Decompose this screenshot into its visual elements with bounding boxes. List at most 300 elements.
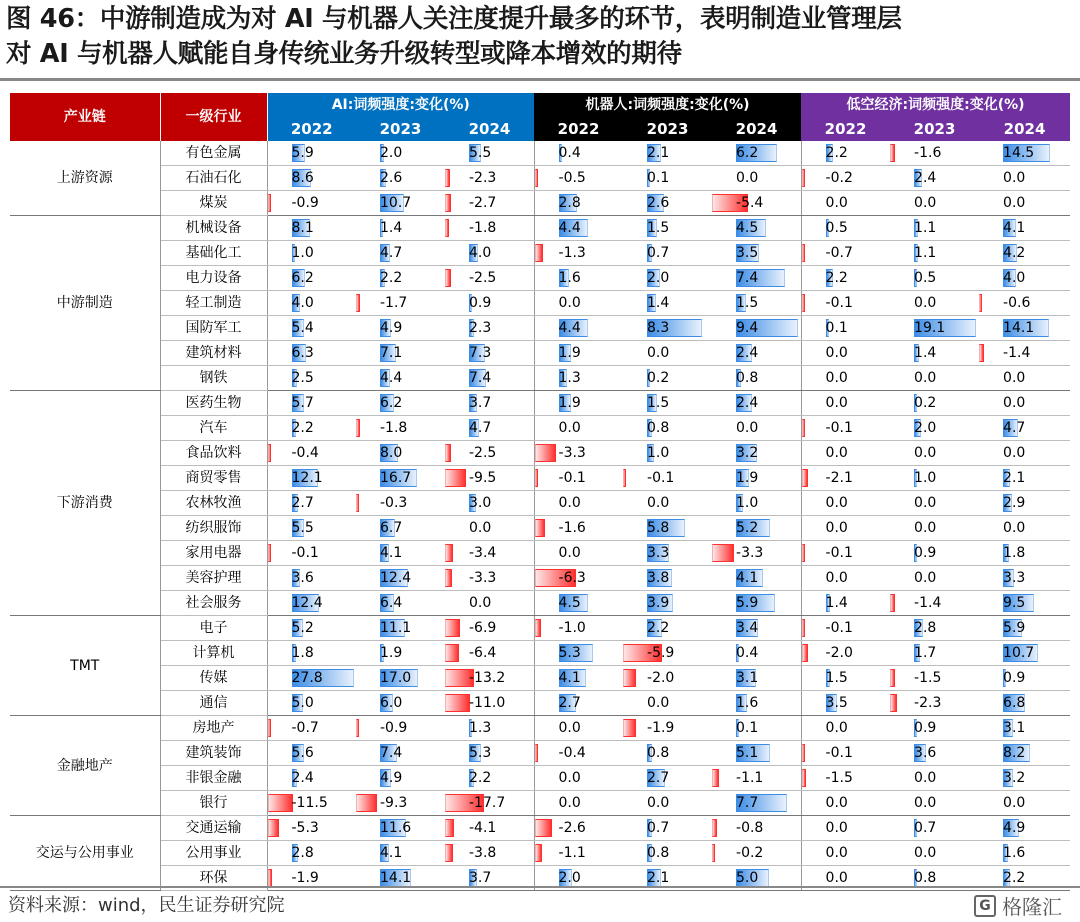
value-cell xyxy=(623,391,712,416)
value-cell xyxy=(979,816,1070,841)
industry-cell: 煤炭 xyxy=(160,191,267,216)
industry-cell: 银行 xyxy=(160,791,267,816)
value-cell xyxy=(267,541,356,566)
industry-cell: 公用事业 xyxy=(160,841,267,866)
value-text: 2.7 xyxy=(647,770,670,787)
source-note: 资料来源：wind，民生证券研究院 xyxy=(8,895,285,916)
value-text: 2.2 xyxy=(469,770,492,787)
value-text: 2.7 xyxy=(291,495,314,512)
value-text: 27.8 xyxy=(291,670,323,687)
value-text: 3.6 xyxy=(291,570,314,587)
value-text: 4.5 xyxy=(736,220,759,237)
value-text: -11.0 xyxy=(469,695,506,712)
value-text: 0.0 xyxy=(825,520,848,537)
value-text: -6.4 xyxy=(469,645,497,662)
value-text: -0.2 xyxy=(736,845,764,862)
value-cell xyxy=(267,166,356,191)
value-cell xyxy=(356,416,445,441)
value-cell xyxy=(979,416,1070,441)
value-text: 2.0 xyxy=(647,270,670,287)
value-text: -1.9 xyxy=(291,870,319,887)
value-cell xyxy=(890,441,979,466)
industry-cell: 建筑装饰 xyxy=(160,741,267,766)
value-cell xyxy=(445,316,534,341)
value-text: 5.3 xyxy=(469,745,492,762)
value-text: 0.0 xyxy=(558,495,581,512)
value-text: 1.0 xyxy=(291,245,314,262)
value-cell xyxy=(267,691,356,716)
value-cell xyxy=(356,441,445,466)
value-cell xyxy=(445,866,534,891)
value-text: 0.0 xyxy=(647,695,670,712)
value-cell xyxy=(445,691,534,716)
value-cell xyxy=(712,441,801,466)
value-cell xyxy=(534,391,623,416)
value-cell xyxy=(890,541,979,566)
value-text: 5.3 xyxy=(558,645,581,662)
value-cell xyxy=(712,766,801,791)
table-row xyxy=(10,566,1070,591)
value-text: 5.5 xyxy=(469,145,492,162)
value-cell xyxy=(445,541,534,566)
value-text: -3.3 xyxy=(736,545,764,562)
value-text: -2.0 xyxy=(825,645,853,662)
value-cell xyxy=(712,741,801,766)
value-cell xyxy=(623,716,712,741)
value-cell xyxy=(534,866,623,891)
industry-cell: 社会服务 xyxy=(160,591,267,616)
value-cell xyxy=(979,391,1070,416)
value-cell xyxy=(356,816,445,841)
value-cell xyxy=(267,741,356,766)
value-cell xyxy=(801,816,890,841)
value-text: 0.0 xyxy=(1003,395,1026,412)
value-text: 3.4 xyxy=(736,620,759,637)
value-text: 2.6 xyxy=(647,195,670,212)
value-cell xyxy=(712,666,801,691)
value-text: -0.9 xyxy=(291,195,319,212)
value-text: -3.3 xyxy=(558,445,586,462)
value-cell xyxy=(712,216,801,241)
value-text: 0.9 xyxy=(914,545,937,562)
industry-cell: 医药生物 xyxy=(160,391,267,416)
value-text: 0.0 xyxy=(914,195,937,212)
value-cell xyxy=(445,266,534,291)
value-text: -1.4 xyxy=(914,595,942,612)
value-cell xyxy=(801,766,890,791)
value-cell xyxy=(979,741,1070,766)
value-cell xyxy=(979,616,1070,641)
value-text: 6.3 xyxy=(291,345,314,362)
value-cell xyxy=(267,466,356,491)
value-cell xyxy=(623,816,712,841)
value-text: 0.1 xyxy=(825,320,848,337)
value-text: 0.8 xyxy=(914,870,937,887)
value-text: 0.0 xyxy=(825,395,848,412)
value-text: 9.4 xyxy=(736,320,759,337)
header-robot: 机器人:词频强度:变化(%) xyxy=(534,93,801,117)
header-industry: 一级行业 xyxy=(160,93,267,141)
value-cell xyxy=(267,816,356,841)
value-cell xyxy=(712,266,801,291)
value-text: 0.0 xyxy=(647,795,670,812)
value-text: 3.7 xyxy=(469,870,492,887)
value-cell xyxy=(623,541,712,566)
value-text: 0.0 xyxy=(825,370,848,387)
value-text: 1.1 xyxy=(914,245,937,262)
value-text: 5.9 xyxy=(1003,620,1026,637)
value-text: -0.1 xyxy=(647,470,675,487)
value-text: 8.3 xyxy=(647,320,670,337)
value-text: -13.2 xyxy=(469,670,506,687)
value-cell xyxy=(890,241,979,266)
value-text: 0.2 xyxy=(914,395,937,412)
value-text: 0.0 xyxy=(647,345,670,362)
value-text: 3.1 xyxy=(736,670,759,687)
value-cell xyxy=(712,241,801,266)
value-text: 1.8 xyxy=(291,645,314,662)
table-row xyxy=(10,366,1070,391)
value-cell xyxy=(979,141,1070,166)
value-cell xyxy=(445,341,534,366)
value-cell xyxy=(267,291,356,316)
value-cell xyxy=(712,791,801,816)
value-cell xyxy=(801,516,890,541)
value-text: 8.6 xyxy=(291,170,314,187)
value-text: 7.7 xyxy=(736,795,759,812)
value-text: 7.3 xyxy=(469,345,492,362)
value-text: 6.2 xyxy=(291,270,314,287)
value-cell xyxy=(534,241,623,266)
year-ai-2023: 2023 xyxy=(356,117,445,141)
value-text: 0.0 xyxy=(825,345,848,362)
value-text: -11.5 xyxy=(291,795,328,812)
value-cell xyxy=(356,616,445,641)
value-cell xyxy=(712,691,801,716)
value-cell xyxy=(534,766,623,791)
value-cell xyxy=(623,141,712,166)
value-cell xyxy=(890,816,979,841)
value-text: 0.4 xyxy=(558,145,581,162)
value-cell xyxy=(979,341,1070,366)
value-text: -0.1 xyxy=(825,420,853,437)
value-text: -0.4 xyxy=(291,445,319,462)
industry-cell: 传媒 xyxy=(160,666,267,691)
value-cell xyxy=(623,291,712,316)
value-text: 6.8 xyxy=(1003,695,1026,712)
value-text: 4.1 xyxy=(736,570,759,587)
value-text: 4.0 xyxy=(291,295,314,312)
industry-cell: 国防军工 xyxy=(160,316,267,341)
value-text: 1.1 xyxy=(914,220,937,237)
value-text: 0.8 xyxy=(736,370,759,387)
value-text: -1.5 xyxy=(825,770,853,787)
value-text: -3.3 xyxy=(469,570,497,587)
value-cell xyxy=(534,491,623,516)
value-cell xyxy=(712,141,801,166)
value-cell xyxy=(801,266,890,291)
value-cell xyxy=(712,566,801,591)
value-text: 0.1 xyxy=(736,720,759,737)
value-cell xyxy=(979,241,1070,266)
value-text: 0.0 xyxy=(825,445,848,462)
value-text: 0.0 xyxy=(558,720,581,737)
value-cell xyxy=(445,816,534,841)
year-low-altitude-2022: 2022 xyxy=(801,117,890,141)
value-text: 4.2 xyxy=(1003,245,1026,262)
value-cell xyxy=(267,591,356,616)
value-cell xyxy=(890,616,979,641)
table-row xyxy=(10,291,1070,316)
value-cell xyxy=(534,566,623,591)
value-cell xyxy=(534,266,623,291)
value-cell xyxy=(534,841,623,866)
value-cell xyxy=(890,691,979,716)
value-text: 5.2 xyxy=(736,520,759,537)
value-text: 3.6 xyxy=(914,745,937,762)
value-cell xyxy=(979,491,1070,516)
value-text: 0.7 xyxy=(647,245,670,262)
value-text: 3.5 xyxy=(736,245,759,262)
value-text: 2.1 xyxy=(1003,470,1026,487)
industry-cell: 非银金融 xyxy=(160,766,267,791)
value-cell xyxy=(979,591,1070,616)
chain-cell: TMT xyxy=(10,616,160,716)
value-text: 11.6 xyxy=(380,820,412,837)
value-cell xyxy=(267,841,356,866)
value-text: -0.8 xyxy=(736,820,764,837)
value-cell xyxy=(445,841,534,866)
value-cell xyxy=(267,791,356,816)
value-cell xyxy=(979,191,1070,216)
value-cell xyxy=(534,441,623,466)
value-text: -6.3 xyxy=(558,570,586,587)
value-cell xyxy=(890,666,979,691)
value-cell xyxy=(356,566,445,591)
value-text: 4.7 xyxy=(469,420,492,437)
value-text: 0.7 xyxy=(914,820,937,837)
chain-cell: 金融地产 xyxy=(10,716,160,816)
value-cell xyxy=(356,666,445,691)
value-text: 3.7 xyxy=(469,395,492,412)
value-cell xyxy=(801,441,890,466)
value-cell xyxy=(623,516,712,541)
value-text: 6.7 xyxy=(380,520,403,537)
table-row xyxy=(10,741,1070,766)
value-text: 0.4 xyxy=(736,645,759,662)
value-text: 2.6 xyxy=(380,170,403,187)
value-text: 1.7 xyxy=(914,645,937,662)
value-text: 1.3 xyxy=(469,720,492,737)
value-cell xyxy=(445,441,534,466)
value-cell xyxy=(356,491,445,516)
value-text: 4.9 xyxy=(1003,820,1026,837)
value-cell xyxy=(801,166,890,191)
industry-cell: 石油石化 xyxy=(160,166,267,191)
value-cell xyxy=(356,391,445,416)
chain-cell: 交运与公用事业 xyxy=(10,816,160,891)
value-text: 0.0 xyxy=(914,295,937,312)
industry-cell: 电子 xyxy=(160,616,267,641)
value-cell xyxy=(356,216,445,241)
value-text: 0.2 xyxy=(647,370,670,387)
value-cell xyxy=(801,566,890,591)
value-cell xyxy=(623,466,712,491)
value-cell xyxy=(890,341,979,366)
value-text: 5.4 xyxy=(291,320,314,337)
value-text: 3.0 xyxy=(469,495,492,512)
table-row xyxy=(10,791,1070,816)
value-cell xyxy=(445,766,534,791)
value-cell xyxy=(623,591,712,616)
table-row xyxy=(10,391,1070,416)
industry-cell: 房地产 xyxy=(160,716,267,741)
value-cell xyxy=(712,366,801,391)
value-text: 0.9 xyxy=(469,295,492,312)
industry-cell: 家用电器 xyxy=(160,541,267,566)
value-cell xyxy=(445,241,534,266)
value-text: -1.1 xyxy=(736,770,764,787)
value-text: 0.0 xyxy=(914,370,937,387)
value-text: -2.3 xyxy=(469,170,497,187)
value-cell xyxy=(979,366,1070,391)
value-text: -5.4 xyxy=(736,195,764,212)
value-cell xyxy=(890,416,979,441)
value-cell xyxy=(356,866,445,891)
value-cell xyxy=(801,716,890,741)
industry-cell: 计算机 xyxy=(160,641,267,666)
industry-cell: 美容护理 xyxy=(160,566,267,591)
value-cell xyxy=(712,591,801,616)
value-text: 0.0 xyxy=(558,295,581,312)
value-cell xyxy=(445,366,534,391)
value-text: 2.2 xyxy=(825,145,848,162)
value-cell xyxy=(623,166,712,191)
value-cell xyxy=(979,766,1070,791)
value-text: 1.4 xyxy=(647,295,670,312)
value-cell xyxy=(267,866,356,891)
value-cell xyxy=(801,291,890,316)
value-text: 12.4 xyxy=(380,570,412,587)
value-cell xyxy=(356,266,445,291)
value-text: 0.5 xyxy=(914,270,937,287)
value-cell xyxy=(534,366,623,391)
value-text: 0.0 xyxy=(558,420,581,437)
table-row xyxy=(10,716,1070,741)
value-text: -0.1 xyxy=(825,545,853,562)
value-cell xyxy=(979,566,1070,591)
value-cell xyxy=(356,366,445,391)
value-cell xyxy=(356,841,445,866)
value-cell xyxy=(445,416,534,441)
industry-cell: 电力设备 xyxy=(160,266,267,291)
value-text: 4.0 xyxy=(469,245,492,262)
value-text: 4.1 xyxy=(558,670,581,687)
year-ai-2022: 2022 xyxy=(267,117,356,141)
value-text: 2.3 xyxy=(469,320,492,337)
value-cell xyxy=(356,341,445,366)
table-row xyxy=(10,641,1070,666)
value-cell xyxy=(356,716,445,741)
value-cell xyxy=(801,741,890,766)
value-text: 0.0 xyxy=(914,770,937,787)
table-row xyxy=(10,591,1070,616)
table-row xyxy=(10,841,1070,866)
value-text: 1.9 xyxy=(380,645,403,662)
value-cell xyxy=(979,541,1070,566)
value-text: 0.0 xyxy=(1003,520,1026,537)
value-text: 0.9 xyxy=(1003,670,1026,687)
value-cell xyxy=(534,291,623,316)
value-text: 10.7 xyxy=(1003,645,1035,662)
table-row xyxy=(10,816,1070,841)
value-cell xyxy=(445,141,534,166)
table-row xyxy=(10,441,1070,466)
value-cell xyxy=(801,466,890,491)
table-row xyxy=(10,241,1070,266)
value-cell xyxy=(534,691,623,716)
value-text: 0.1 xyxy=(647,170,670,187)
value-cell xyxy=(623,666,712,691)
brand-logo xyxy=(974,891,1062,920)
value-text: 2.2 xyxy=(380,270,403,287)
value-text: -0.2 xyxy=(825,170,853,187)
value-cell xyxy=(801,141,890,166)
value-cell xyxy=(979,716,1070,741)
value-cell xyxy=(712,541,801,566)
value-cell xyxy=(623,266,712,291)
value-text: 2.4 xyxy=(914,170,937,187)
value-text: 1.5 xyxy=(825,670,848,687)
value-cell xyxy=(801,591,890,616)
value-cell xyxy=(979,666,1070,691)
value-text: -17.7 xyxy=(469,795,506,812)
value-cell xyxy=(890,316,979,341)
value-text: -2.5 xyxy=(469,270,497,287)
logo-icon: G xyxy=(974,895,996,917)
industry-cell: 汽车 xyxy=(160,416,267,441)
value-text: 9.5 xyxy=(1003,595,1026,612)
value-text: -6.9 xyxy=(469,620,497,637)
value-text: 1.0 xyxy=(736,495,759,512)
table-row xyxy=(10,416,1070,441)
value-cell xyxy=(356,291,445,316)
value-text: 2.4 xyxy=(736,395,759,412)
value-cell xyxy=(890,841,979,866)
value-cell xyxy=(712,841,801,866)
value-text: 14.1 xyxy=(1003,320,1035,337)
value-text: 1.9 xyxy=(558,395,581,412)
value-text: 5.9 xyxy=(736,595,759,612)
value-text: 1.6 xyxy=(558,270,581,287)
value-text: -4.1 xyxy=(469,820,497,837)
value-cell xyxy=(712,466,801,491)
value-cell xyxy=(534,541,623,566)
value-text: -2.1 xyxy=(825,470,853,487)
value-text: 0.0 xyxy=(469,520,492,537)
value-text: 17.0 xyxy=(380,670,412,687)
value-cell xyxy=(534,666,623,691)
value-text: 0.0 xyxy=(736,170,759,187)
value-cell xyxy=(890,216,979,241)
industry-cell: 机械设备 xyxy=(160,216,267,241)
value-text: 2.8 xyxy=(914,620,937,637)
value-cell xyxy=(356,466,445,491)
value-text: 3.3 xyxy=(1003,570,1026,587)
value-cell xyxy=(712,416,801,441)
value-cell xyxy=(534,316,623,341)
value-cell xyxy=(356,791,445,816)
